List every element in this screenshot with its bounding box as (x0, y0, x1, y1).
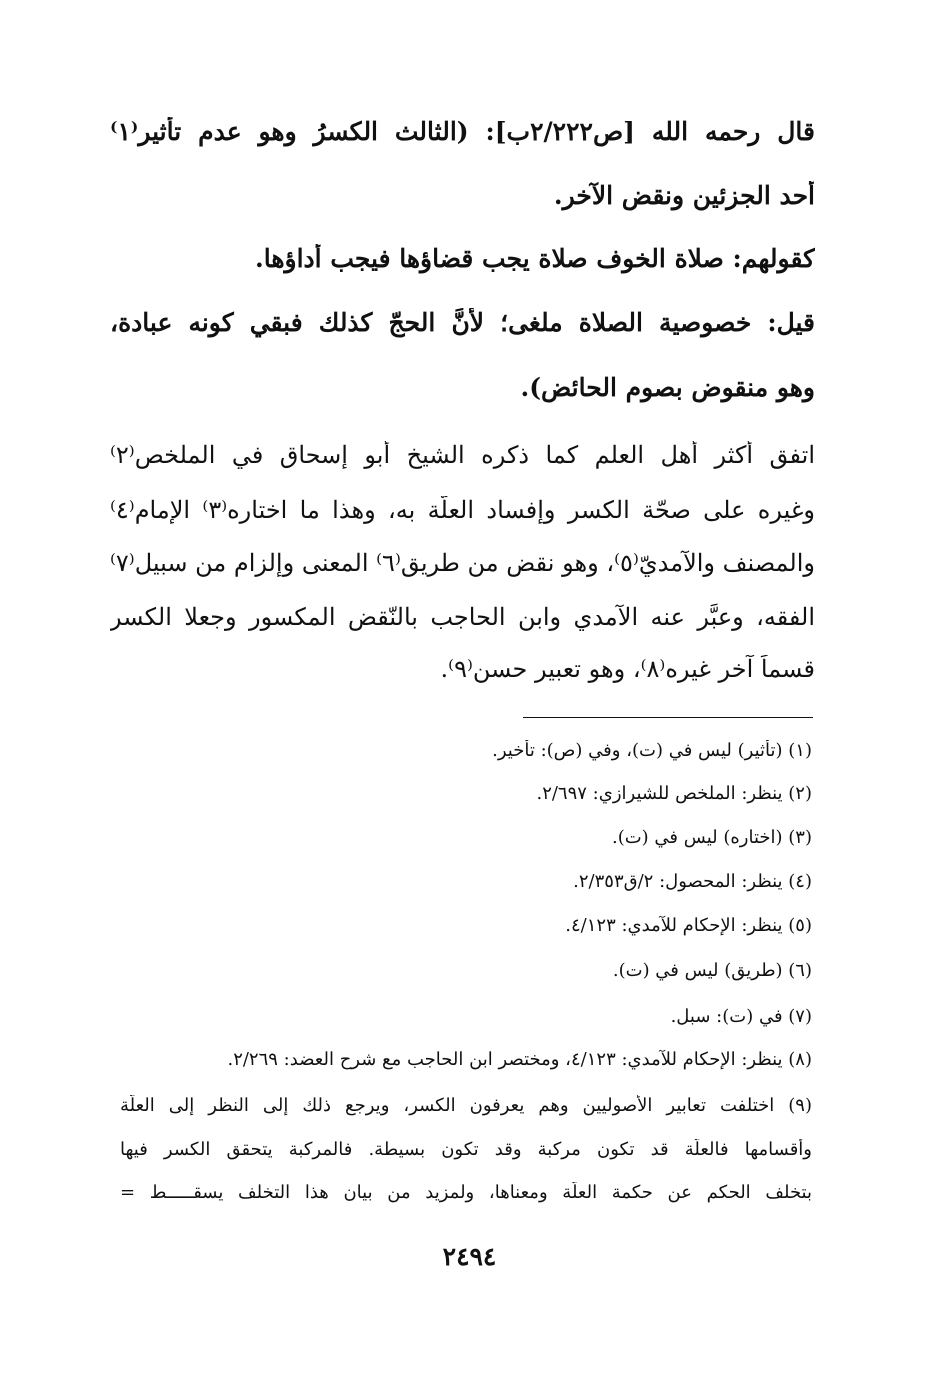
footnote-9-line-2: وأقسامها فالعلّة قد تكون مركبة وقد تكون بسيطة. فالمركبة يتحقق الكسر فيها (120, 1139, 812, 1160)
footnote-4: (٤) ينظر: المحصول: ٢/ق٢/٣٥٣. (573, 871, 812, 892)
commentary-line-1: اتفق أكثر أهل العلم كما ذكره الشيخ أبو إسحاق في الملخص⁽٢⁾ (110, 441, 815, 469)
commentary-line-2: وغيره على صحّة الكسر وإفساد العلّة به، وهذا ما اختاره⁽٣⁾ الإمام⁽٤⁾ (110, 496, 815, 524)
footnote-2: (٢) ينظر: الملخص للشيرازي: ٢/٦٩٧. (536, 783, 812, 804)
footnote-6: (٦) (طريق) ليس في (ت). (612, 960, 812, 981)
footnote-7: (٧) في (ت): سبل. (670, 1006, 812, 1027)
page-number: ٢٤٩٤ (442, 1242, 497, 1271)
footnote-5: (٥) ينظر: الإحكام للآمدي: ٤/١٢٣. (565, 915, 812, 936)
main-line-1: قال رحمه الله [ص٢/٢٢٢ب]: (الثالث الكسرُ وهو عدم تأثير⁽١⁾ (110, 117, 815, 146)
main-line-3: كقولهم: صلاة الخوف صلاة يجب قضاؤها فيجب أداؤها. (255, 244, 815, 273)
footnote-9-line-1: (٩) اختلفت تعابير الأصوليين وهم يعرفون الكسر، ويرجع ذلك إلى النظر إلى العلّة (120, 1095, 812, 1116)
main-line-4: قيل: خصوصية الصلاة ملغى؛ لأنَّ الحجّ كذلك فبقي كونه عبادة، (110, 308, 815, 337)
commentary-line-3: والمصنف والآمديّ⁽٥⁾، وهو نقض من طريق⁽٦⁾ المعنى وإلزام من سبيل⁽٧⁾ (110, 549, 815, 577)
main-line-5: وهو منقوض بصوم الحائض). (520, 373, 815, 402)
commentary-line-5: قسماً آخر غيره⁽٨⁾، وهو تعبير حسن⁽٩⁾. (440, 655, 815, 683)
footnote-9-line-3: بتخلف الحكم عن حكمة العلّة ومعناها، ولمزيد من بيان هذا التخلف يسقـــــط = (120, 1182, 812, 1203)
footnote-3: (٣) (اختاره) ليس في (ت). (611, 827, 812, 848)
footnote-8: (٨) ينظر: الإحكام للآمدي: ٤/١٢٣، ومختصر ابن الحاجب مع شرح العضد: ٢/٢٦٩. (227, 1049, 812, 1070)
commentary-line-4: الفقه، وعبَّر عنه الآمدي وابن الحاجب بالنّقض المكسور وجعلا الكسر (110, 603, 815, 631)
footnote-separator (523, 717, 813, 718)
footnote-1: (١) (تأثير) ليس في (ت)، وفي (ص): تأخير. (492, 740, 812, 761)
main-line-2: أحد الجزئين ونقض الآخر. (553, 181, 815, 210)
